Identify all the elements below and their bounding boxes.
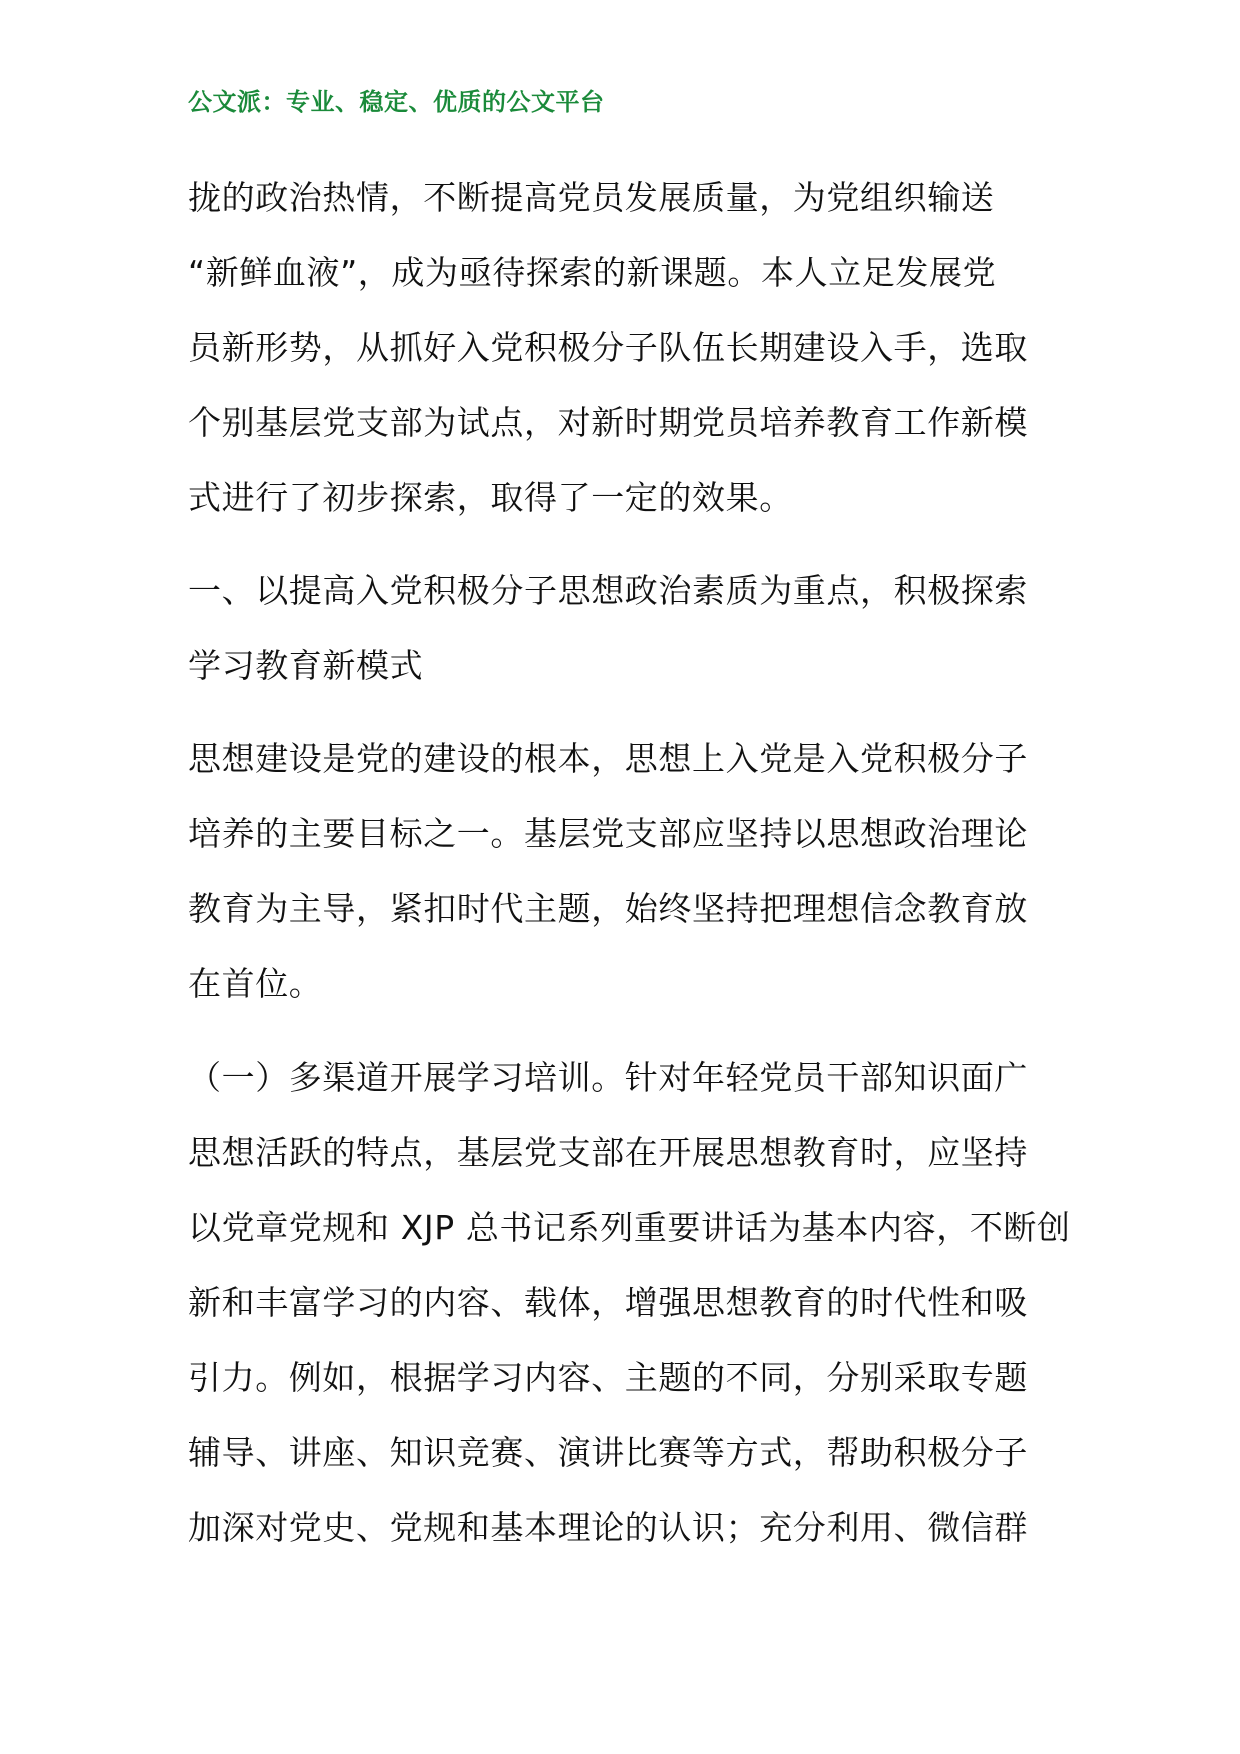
heading-line: 一、以提高入党积极分子思想政治素质为重点，积极探索	[188, 571, 1028, 610]
text-line: “新鲜血液”，成为亟待探索的新课题。本人立足发展党	[188, 253, 997, 292]
text-line: 引力。例如，根据学习内容、主题的不同，分别采取专题	[188, 1358, 1028, 1397]
section-heading-1	[188, 553, 1058, 703]
text-line: 新和丰富学习的内容、载体，增强思想教育的时代性和吸	[188, 1283, 1028, 1322]
text-line: 个别基层党支部为试点，对新时期党员培养教育工作新模	[188, 403, 1028, 442]
text-line: 思想活跃的特点，基层党支部在开展思想教育时，应坚持	[188, 1133, 1028, 1172]
paragraph-thought-building	[188, 721, 1058, 1021]
text-line: 加深对党史、党规和基本理论的认识；充分利用、微信群	[188, 1508, 1028, 1547]
text-line: 式进行了初步探索，取得了一定的效果。	[188, 478, 793, 517]
text-line: 培养的主要目标之一。基层党支部应坚持以思想政治理论	[188, 814, 1028, 853]
text-line: 思想建设是党的建设的根本，思想上入党是入党积极分子	[188, 739, 1028, 778]
paragraph-intro	[188, 160, 1058, 535]
site-header: 公文派：专业、稳定、优质的公文平台	[188, 88, 605, 116]
text-line: 教育为主导，紧扣时代主题，始终坚持把理想信念教育放	[188, 889, 1028, 928]
text-line: 员新形势，从抓好入党积极分子队伍长期建设入手，选取	[188, 328, 1028, 367]
text-line: （一）多渠道开展学习培训。针对年轻党员干部知识面广	[188, 1058, 1028, 1097]
text-line: 拢的政治热情，不断提高党员发展质量，为党组织输送	[188, 178, 995, 217]
paragraph-training	[188, 1040, 1071, 1565]
text-line: 辅导、讲座、知识竞赛、演讲比赛等方式，帮助积极分子	[188, 1433, 1028, 1472]
heading-line: 学习教育新模式	[188, 646, 424, 685]
text-line: 在首位。	[188, 964, 323, 1003]
text-line: 以党章党规和 XJP 总书记系列重要讲话为基本内容，不断创	[188, 1208, 1071, 1247]
